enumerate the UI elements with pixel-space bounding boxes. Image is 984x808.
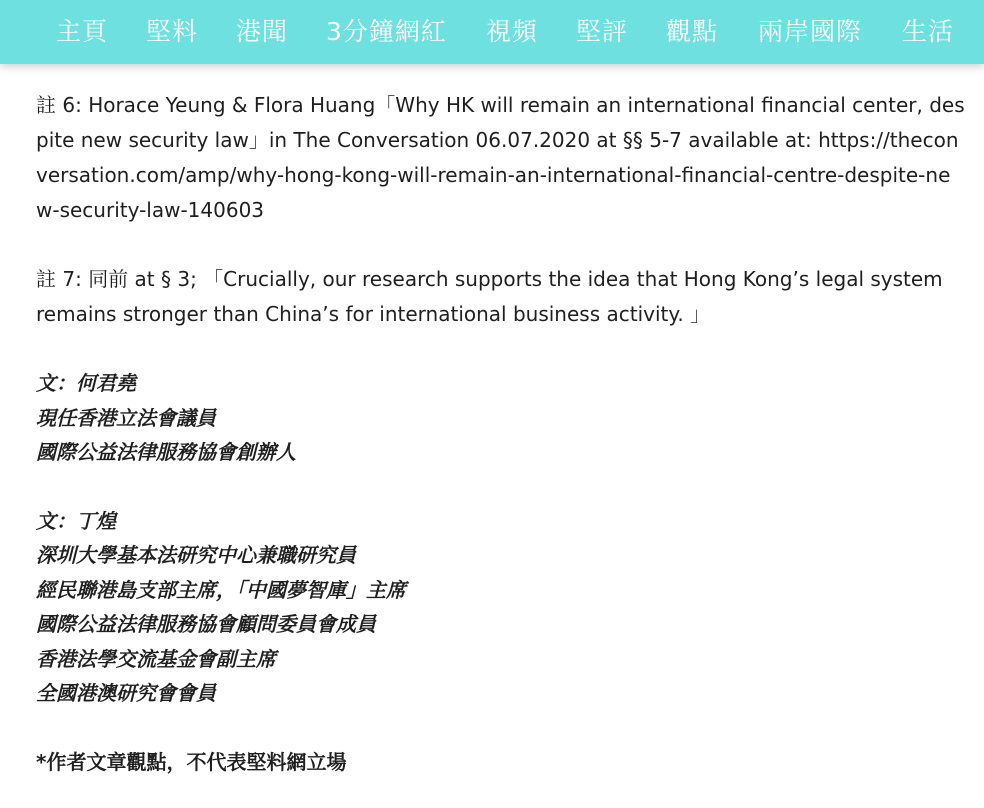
author-disclaimer: *作者文章觀點，不代表堅料網立場 [36,749,347,774]
author-block-1 [36,366,966,470]
footnote-6 [36,88,966,228]
author-title: 全國港澳研究會會員 [36,681,216,705]
author-title: 經民聯港島支部主席，「中國夢智庫」主席 [36,577,406,602]
nav-item-hk-news[interactable]: 港聞 [236,17,289,46]
author-title: 國際公益法律服務協會創辦人 [36,440,296,464]
nav-item-opinion[interactable]: 觀點 [666,17,719,46]
author-title: 深圳大學基本法研究中心兼職研究員 [36,543,356,567]
nav-item-commentary[interactable]: 堅評 [576,17,629,46]
footnote-6-link[interactable]: https://theconversation.com/amp/why-hong-kong-will-remain-an-international-financial-centre-despite-new-security-law-140603 [36,128,959,222]
footnote-7 [36,262,966,332]
footnote-6-prefix: 註 6: [36,93,89,117]
author-name: 文：何君堯 [36,371,136,395]
author-title: 現任香港立法會議員 [36,405,216,430]
nav-item-3min-influencer[interactable]: 3分鐘網紅 [326,17,447,46]
author-title: 國際公益法律服務協會顧問委員會成員 [36,612,376,636]
nav-item-lifestyle[interactable]: 生活 [902,17,955,46]
footnote-7-text: 同前 at § 3; 「Crucially, our research supports the idea that Hong Kong’s legal system remains stronger than China’s for international business activity. 」 [36,267,943,326]
nav-item-videos[interactable]: 視頻 [486,17,539,46]
footnote-6-text: Horace Yeung & Flora Huang「Why HK will remain an international financial center, despite new security law」in The Conversation 06.07.2020 at §§ 5-7 available at: [36,93,965,152]
nav-item-cross-strait-international[interactable]: 兩岸國際 [758,17,863,46]
nav-item-news-scoop[interactable]: 堅料 [146,17,199,46]
footnote-7-prefix: 註 7: [36,267,89,291]
article-content [36,88,966,780]
author-name: 文：丁煌 [36,508,116,533]
top-navigation-bar [0,0,984,64]
author-title: 香港法學交流基金會副主席 [36,646,276,671]
author-block-2 [36,504,966,711]
nav-item-home[interactable]: 主頁 [56,17,109,46]
